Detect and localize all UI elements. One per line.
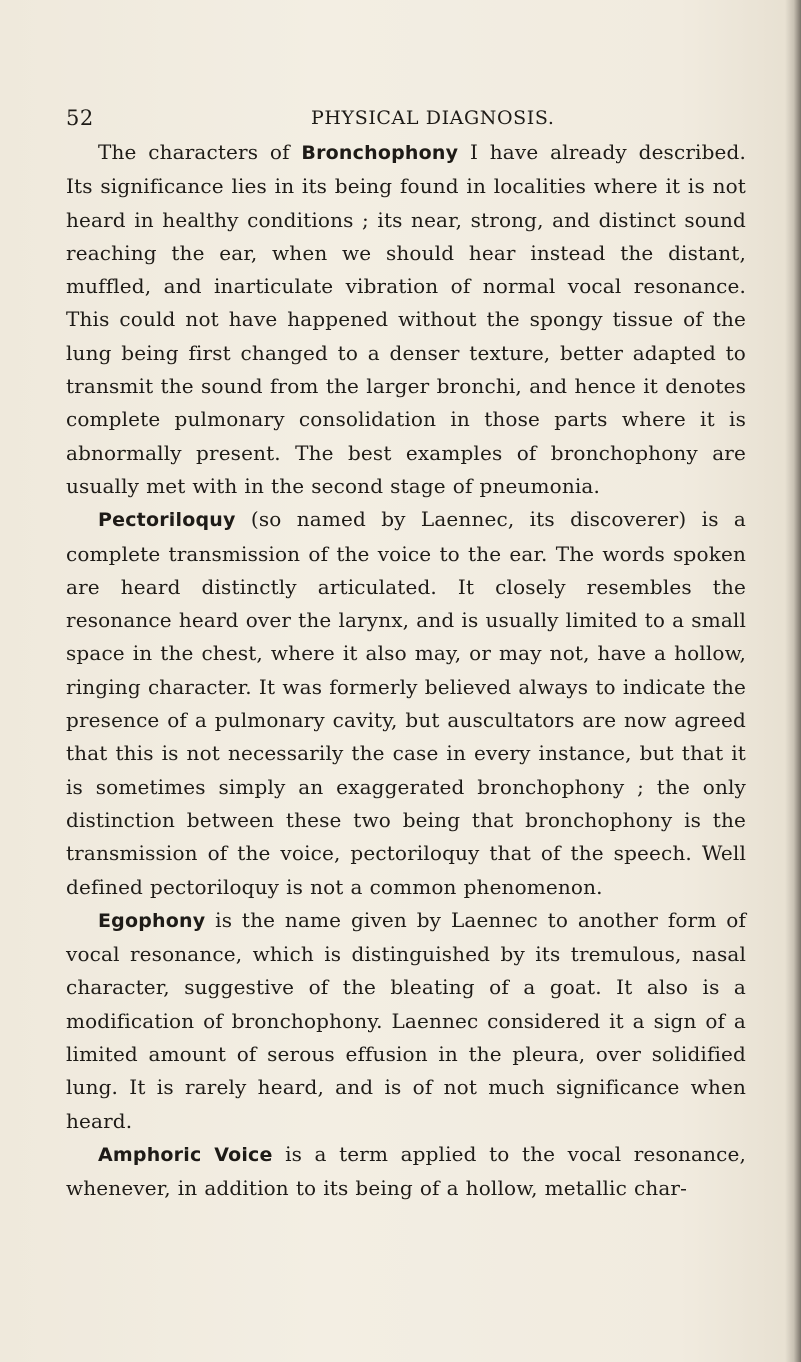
term-pectoriloquy: Pectoriloquy	[98, 509, 236, 532]
body-text	[66, 136, 746, 1206]
paragraph-lead-text: The characters of	[98, 140, 302, 164]
running-title: PHYSICAL DIAGNOSIS.	[311, 107, 555, 129]
page-edge-shadow	[785, 0, 801, 1362]
paragraph-text: is a term applied to the vocal resonance, whenever, in addition to its being of a hollow, metallic char-	[66, 1141, 747, 1201]
paragraph-text: is the name given by Laennec to another form of vocal resonance, which is distinguished by its tremulous, nasal character, suggestive of the bleating of a goat. It also is a modification of bronchophony. Laennec considered it a sign of a limited amount of serous effusion in the pleura, over solidified lung. It is rarely heard, and is of not much significance when heard.	[66, 907, 746, 1133]
paragraph-bronchophony	[66, 136, 746, 503]
term-bronchophony: Bronchophony	[301, 142, 459, 164]
paragraph-text: I have already described. Its significance lies in its being found in localities where it is not heard in healthy conditions ; its near, strong, and distinct sound reaching the ear, when we should hear instead the distant, muffled, and inarticulate vibration of normal vocal resonance. This could not have happened without the spongy tissue of the lung being first changed to a denser texture, better adapted to transmit the sound from the larger bronchi, and hence it denotes complete pulmonary consolidation in those parts where it is abnormally present. The best examples of bronchophony are usually met with in the second stage of pneumonia.	[66, 140, 746, 498]
running-head	[66, 106, 746, 136]
paragraph-egophony	[66, 904, 746, 1138]
paragraph-pectoriloquy	[66, 503, 746, 904]
term-amphoric-voice: Amphoric Voice	[98, 1143, 273, 1166]
paragraph-amphoric-voice	[66, 1138, 746, 1206]
term-egophony: Egophony	[98, 909, 206, 932]
paragraph-text: (so named by Laennec, its discoverer) is a complete transmission of the voice to the ear. The words spoken are heard distinctly articulated. It closely resembles the resonance heard over the larynx, and is usually limited to a small space in the chest, where it also may, or may not, have a hollow, ringing character. It was formerly believed always to indicate the presence of a pulmonary cavity, but auscultators are now agreed that this is not necessarily the case in every instance, but that it is sometimes simply an exaggerated bronchophony ; the only distinction between these two being that bronchophony is the transmission of the voice, pectoriloquy that of the speech. Well defined pectoriloquy is not a common phenomenon.	[66, 507, 746, 899]
page-number: 52	[66, 106, 94, 130]
